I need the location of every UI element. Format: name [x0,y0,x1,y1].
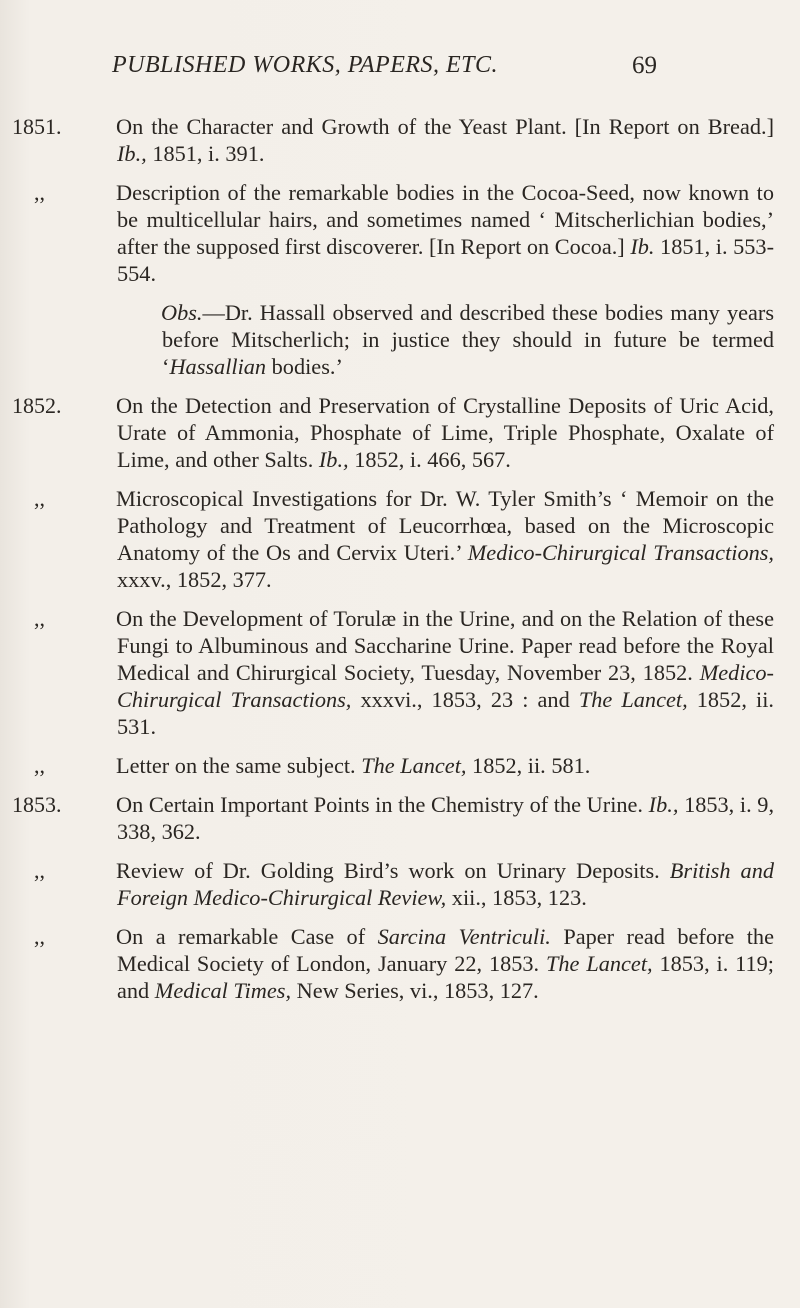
obs-text: —Dr. Hassall observed and described these bodies many years before Mitscherlich; in justice they should in future be termed ‘ [162,300,774,379]
entry-text [117,179,774,287]
list-item [0,923,800,1004]
entry-citation: 1851, i. 391. [152,141,265,166]
entry-title: On the Development of Torulæ in the Urine, and on the Relation of these Fungi to Albuminous and Saccharine Urine. Paper read before the Royal Medical and Chirurgical Society, Tuesday, November 23, 1852. [116,606,774,685]
list-item [0,605,800,740]
entry-source: The Lancet, [361,753,467,778]
entry-year: 1851. [12,114,62,139]
entry-text [117,605,774,740]
entry-source: Ib., [648,792,679,817]
entry-text [117,392,774,473]
entry-citation: 1852, i. 466, 567. [354,447,511,472]
entry-title: Letter on the same subject. [116,753,356,778]
entry-citation: 1853, i. 119; and [117,951,774,1003]
entry-citation: xxxv., 1852, 377. [117,567,272,592]
obs-label: Obs. [161,300,203,325]
entry-source: Ib. [630,234,655,259]
entry-year: ,, [34,606,45,631]
obs-italic: Hassallian [169,354,267,379]
entry-year: 1852. [12,393,62,418]
list-item [0,179,800,287]
entry-title: On the Detection and Preservation of Crystalline Deposits of Uric Acid, Urate of Ammonia, Phosphate of Lime, Triple Phosphate, Oxalate of Lime, and other Salts. [116,393,774,472]
list-item [0,791,800,845]
page-number: 69 [632,52,657,79]
entry-title: Description of the remarkable bodies in the Cocoa-Seed, now known to be multicellular hairs, and sometimes named ‘ Mitscherlichian bodies,’ after the supposed first discoverer. [In Report on Cocoa.] [116,180,774,259]
entry-title: Review of Dr. Golding Bird’s work on Urinary Deposits. [116,858,660,883]
entry-title: On a remarkable Case of [116,924,366,949]
entry-source-2: The Lancet, [578,687,688,712]
entry-year: ,, [34,180,45,205]
list-item [0,857,800,911]
entry-source: British and Foreign Medico-Chirurgical Review, [117,858,774,910]
entry-citation: xii., 1853, 123. [451,885,587,910]
entry-year: ,, [34,753,45,778]
entry-citation: 1852, ii. 581. [472,753,591,778]
obs-tail: bodies.’ [271,354,343,379]
list-item [0,485,800,593]
entry-source-2: Medical Times, [154,978,292,1003]
running-title: PUBLISHED WORKS, PAPERS, ETC. [112,52,499,78]
list-item [0,752,800,779]
entry-text [162,299,774,380]
list-item [0,392,800,473]
list-item [0,113,800,167]
entry-title-italic: Sarcina Ventriculi. [377,924,551,949]
entry-text [117,791,774,845]
entry-title: Microscopical Investigations for Dr. W. Tyler Smith’s ‘ Memoir on the Pathology and Treatment of Leucorrhœa, based on the Microscopic Anatomy of the Os and Cervix Uteri.’ [116,486,774,565]
entry-title: On the Character and Growth of the Yeast Plant. [In Report on Bread.] [116,114,774,139]
entry-citation: 1853, i. 9, 338, 362. [117,792,775,844]
entry-citation: 1851, i. 553-554. [117,234,775,286]
bibliography-list [0,113,800,1016]
entry-source: Ib., [318,447,349,472]
entry-text [117,857,774,911]
entry-source: Medico-Chirurgical Transactions, [467,540,775,565]
entry-citation-2: 1852, ii. 531. [117,687,774,739]
entry-year: ,, [34,858,45,883]
entry-citation-2: New Series, vi., 1853, 127. [296,978,539,1003]
entry-source: Ib., [117,141,147,166]
entry-year: 1853. [12,792,62,817]
entry-text [117,923,774,1004]
entry-title: On Certain Important Points in the Chemistry of the Urine. [116,792,644,817]
entry-text [117,485,774,593]
entry-text [117,113,774,167]
entry-text [117,752,774,779]
entry-citation: xxxvi., 1853, 23 : and [360,687,570,712]
entry-source: The Lancet, [546,951,653,976]
entry-title-tail: Paper read before the Medical Society of London, January 22, 1853. [117,924,774,976]
entry-year: ,, [34,486,45,511]
entry-year: ,, [34,924,45,949]
observation-note [0,299,800,380]
entry-source: Medico-Chirurgical Transactions, [117,660,774,712]
